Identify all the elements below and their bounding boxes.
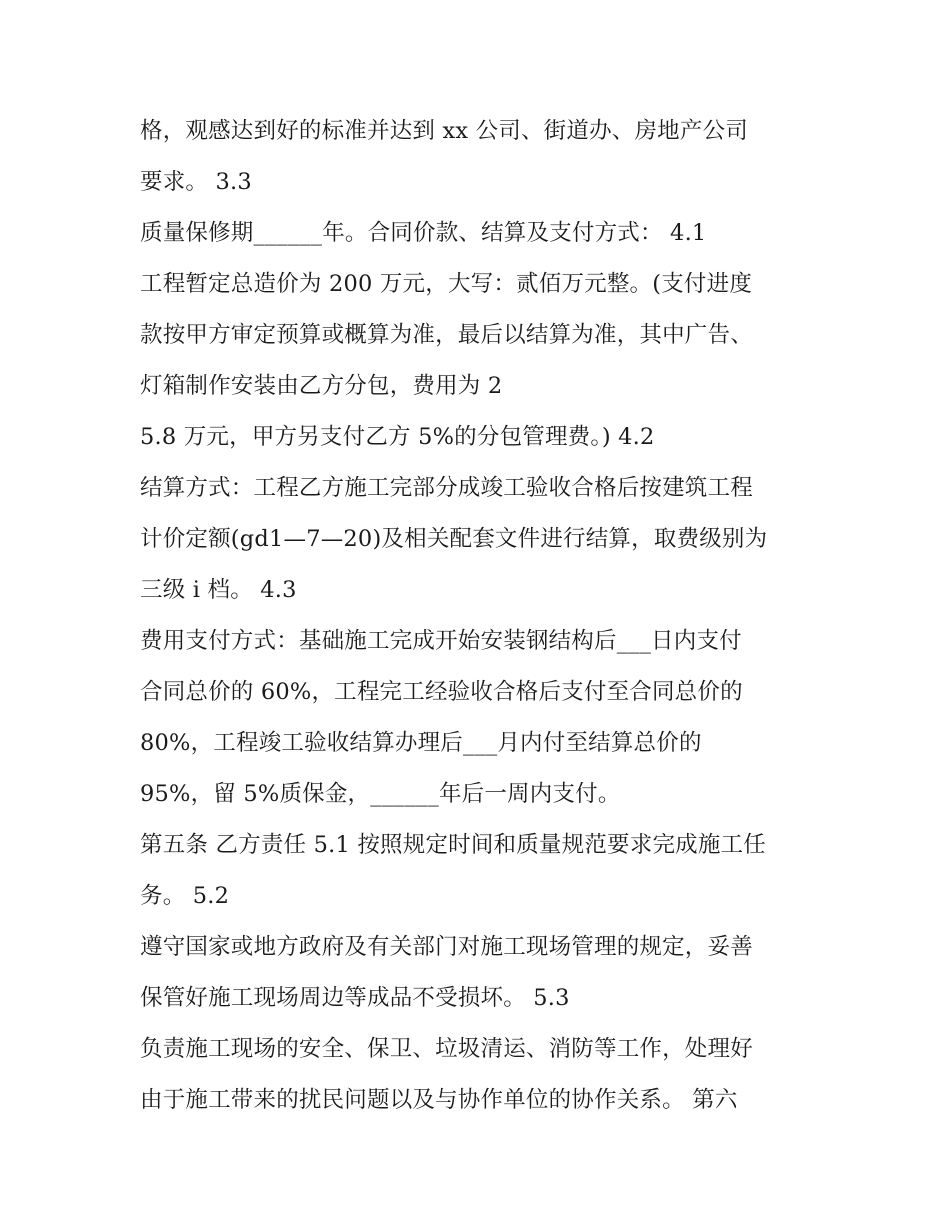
- text-line: 灯箱制作安装由乙方分包，费用为 2: [140, 373, 503, 399]
- text-line: 三级 ⅰ 档。 4.3: [140, 577, 297, 603]
- text-line: 务。 5.2: [140, 883, 230, 909]
- text-line: 计价定额(gd1—7—20)及相关配套文件进行结算，取费级别为: [140, 526, 768, 552]
- text-line: 遵守国家或地方政府及有关部门对施工现场管理的规定，妥善: [140, 934, 753, 960]
- text-line: 负责施工现场的安全、保卫、垃圾清运、消防等工作，处理好: [140, 1036, 753, 1062]
- text-line: 95%，留 5%质保金，______年后一周内支付。: [140, 781, 621, 807]
- text-line: 80%，工程竣工验收结算办理后___月内付至结算总价的: [140, 730, 702, 756]
- text-line: 合同总价的 60%，工程完工经验收合格后支付至合同总价的: [140, 679, 743, 705]
- text-line: 款按甲方审定预算或概算为准，最后以结算为准，其中广告、: [140, 322, 753, 348]
- text-line: 第五条 乙方责任 5.1 按照规定时间和质量规范要求完成施工任: [140, 832, 766, 858]
- text-line: 费用支付方式：基础施工完成开始安装钢结构后___日内支付: [140, 628, 742, 654]
- text-line: 由于施工带来的扰民问题以及与协作单位的协作关系。 第六: [140, 1087, 738, 1113]
- text-line: 质量保修期______年。合同价款、结算及支付方式： 4.1: [140, 220, 707, 246]
- text-line: 5.8 万元，甲方另支付乙方 5%的分包管理费。) 4.2: [140, 424, 655, 450]
- text-line: 结算方式：工程乙方施工完部分成竣工验收合格后按建筑工程: [140, 475, 753, 501]
- text-line: 要求。 3.3: [140, 169, 252, 195]
- text-line: 格，观感达到好的标准并达到 xx 公司、街道办、房地产公司: [140, 118, 748, 144]
- document-body: [140, 106, 830, 1126]
- text-line: 保管好施工现场周边等成品不受损坏。 5.3: [140, 985, 570, 1011]
- text-line: 工程暂定总造价为 200 万元，大写：贰佰万元整。(支付进度: [140, 271, 753, 297]
